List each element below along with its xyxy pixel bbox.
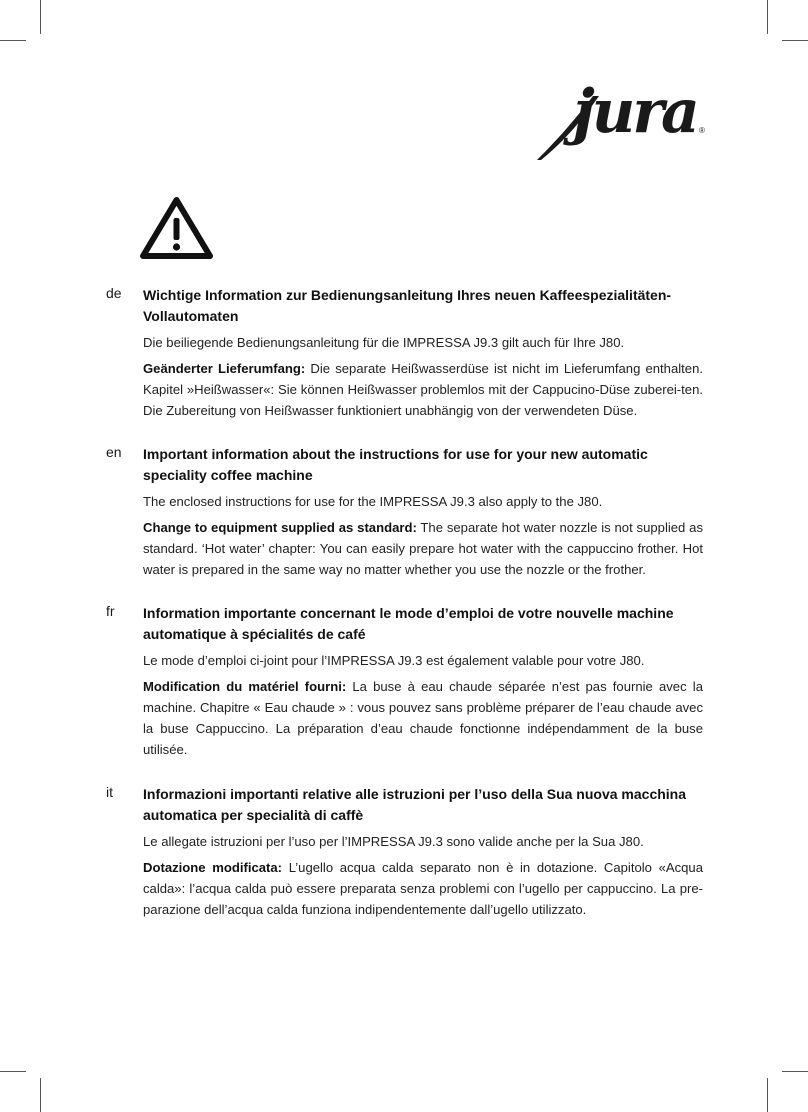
- paragraph-change: [143, 358, 703, 421]
- paragraph-text: La buse à eau chaude séparée n’est pas fournie avec la machine. Chapitre « Eau chaude » : vous pouvez sans problème préparer de l’eau chaude avec la buse Cappuccino. La préparation d’eau chaude fonctionne indépendamment de la buse utilisée.: [143, 679, 703, 757]
- section-fr: [106, 603, 706, 765]
- paragraph: Le allegate istruzioni per l’uso per l’IMPRESSA J9.3 sono valide anche per la Sua J80.: [143, 834, 644, 849]
- crop-mark-top-right: [767, 0, 768, 34]
- paragraph-lead: Dotazione modificata:: [143, 860, 283, 875]
- paragraph-lead: Modification du matériel fourni:: [143, 679, 347, 694]
- paragraph-lead: Geänderter Lieferumfang:: [143, 361, 306, 376]
- jura-logo: [535, 77, 713, 162]
- language-code: fr: [106, 603, 115, 619]
- paragraph-lead: Change to equipment supplied as standard:: [143, 520, 417, 535]
- section-title: Wichtige Information zur Bedienungsanleitung Ihres neuen Kaffeespezialitäten-Vollautomaten: [143, 287, 672, 324]
- crop-mark-top-left-h: [0, 40, 26, 41]
- crop-mark-top-right-h: [782, 40, 808, 41]
- language-code: en: [106, 444, 122, 460]
- registered-mark: ®: [699, 126, 705, 135]
- crop-mark-bottom-left: [40, 1078, 41, 1112]
- logo-wordmark: jura: [573, 77, 697, 147]
- crop-mark-bottom-left-h: [0, 1071, 26, 1072]
- paragraph: Die beiliegende Bedienungsanleitung für die IMPRESSA J9.3 gilt auch für Ihre J80.: [143, 335, 625, 350]
- language-code: it: [106, 784, 113, 800]
- crop-mark-bottom-right: [767, 1078, 768, 1112]
- section-title: Information importante concernant le mode d’emploi de votre nouvelle machine automatique à spécialités de café: [143, 605, 674, 642]
- paragraph-text: Die separate Heißwasserdüse ist nicht im Lieferumfang enthalten. Kapitel »Heißwasser«: Sie können Heißwasser problemlos mit der Cappucino-Düse zuberei-ten. Die Zubereitung von Heißwasser funktioniert unabhängig von der verwendeten Düse.: [143, 361, 703, 418]
- warning-triangle-icon: [140, 196, 213, 260]
- section-title: Important information about the instructions for use for your new automatic speciality coffee machine: [143, 446, 648, 483]
- section-en: [106, 444, 706, 585]
- crop-mark-bottom-right-h: [782, 1071, 808, 1072]
- paragraph-text: L’ugello acqua calda separato non è in dotazione. Capitolo «Acqua calda»: l’acqua calda può essere preparata senza problemi con l’ugello per cappuccino. La pre-parazione dell’acqua calda funziona indipendentemente dall’ugello utilizzato.: [143, 860, 703, 917]
- paragraph: The enclosed instructions for use for the IMPRESSA J9.3 also apply to the J80.: [143, 494, 603, 509]
- paragraph-change: [143, 676, 703, 760]
- paragraph-change: [143, 857, 703, 920]
- paragraph: Le mode d’emploi ci-joint pour l’IMPRESSA J9.3 est également valable pour votre J80.: [143, 653, 645, 668]
- section-title: Informazioni importanti relative alle istruzioni per l’uso della Sua nuova macchina automatica per specialità di caffè: [143, 786, 687, 823]
- section-de: [106, 285, 706, 426]
- language-code: de: [106, 285, 122, 301]
- paragraph-text: The separate hot water nozzle is not supplied as standard. ‘Hot water’ chapter: You can easily prepare hot water with the cappuccino frother. Hot water is prepared in the same way no matter whether you use the nozzle or the frother.: [143, 520, 703, 577]
- paragraph-change: [143, 517, 703, 580]
- section-it: [106, 784, 706, 925]
- crop-mark-top-left: [40, 0, 41, 34]
